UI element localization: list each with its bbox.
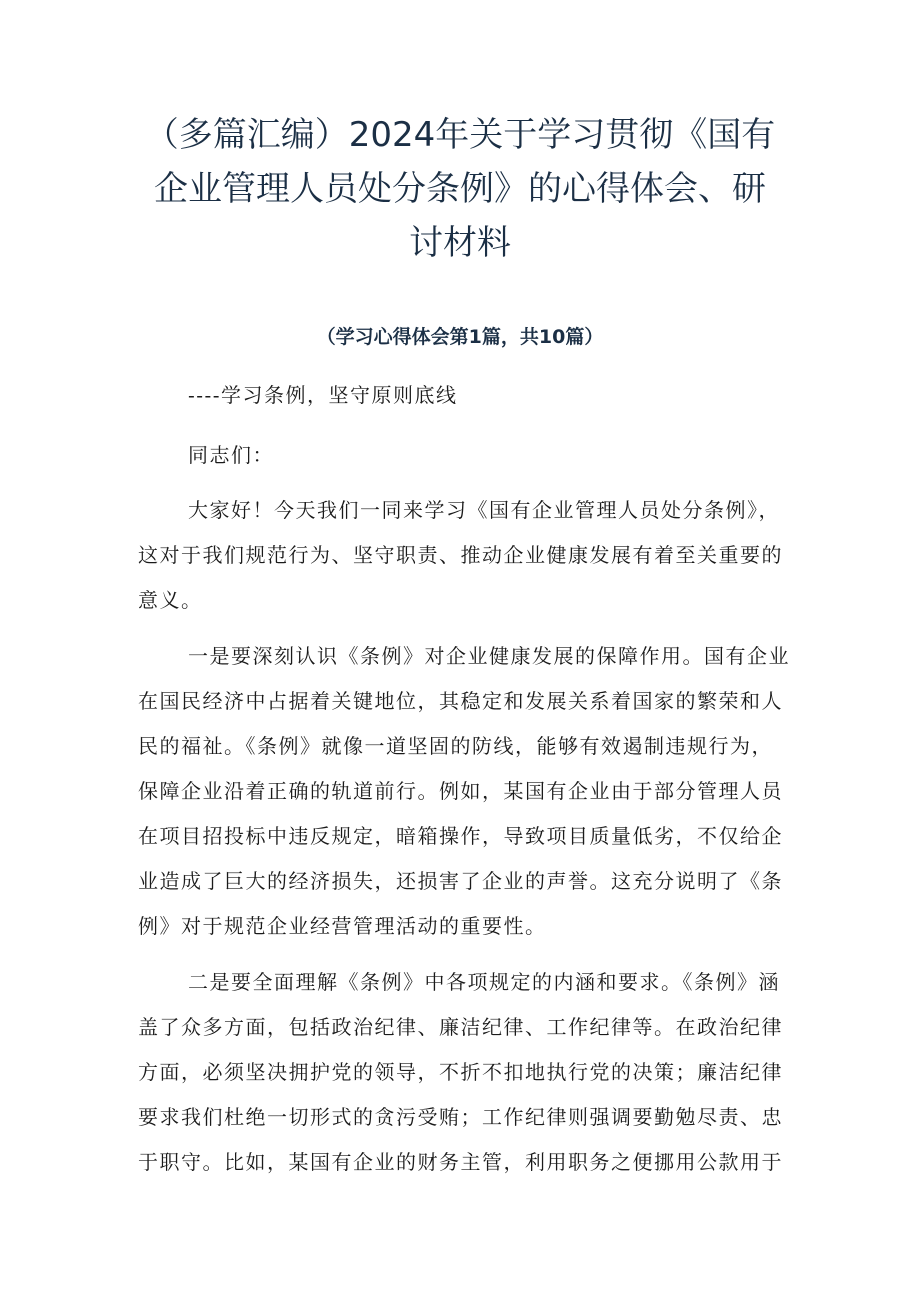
title-line: 企业管理人员处分条例》的心得体会、研 (154, 169, 766, 209)
document-title (120, 108, 800, 270)
paragraph-line: 方面，必须坚决拥护党的领导，不折不扣地执行党的决策；廉洁纪律 (138, 1060, 783, 1084)
paragraph-line: 于职守。比如，某国有企业的财务主管，利用职务之便挪用公款用于 (138, 1150, 783, 1174)
paragraph-2 (138, 634, 798, 949)
paragraph-line: 一是要深刻认识《条例》对企业健康发展的保障作用。国有企业 (188, 644, 790, 668)
paragraph-3 (138, 960, 798, 1185)
paragraph-line: 业造成了巨大的经济损失，还损害了企业的声誉。这充分说明了《条 (138, 869, 783, 893)
paragraph-line: 在项目招投标中违反规定，暗箱操作，导致项目质量低劣，不仅给企 (138, 824, 783, 848)
paragraph-line: 二是要全面理解《条例》中各项规定的内涵和要求。《条例》涵 (188, 970, 780, 994)
paragraph-line: 保障企业沿着正确的轨道前行。例如，某国有企业由于部分管理人员 (138, 779, 783, 803)
paragraph-line: 要求我们杜绝一切形式的贪污受贿；工作纪律则强调要勤勉尽责、忠 (138, 1105, 783, 1129)
paragraph-1 (138, 488, 798, 623)
paragraph-line: 这对于我们规范行为、坚守职责、推动企业健康发展有着至关重要的 (138, 543, 783, 567)
paragraph-line: 民的福祉。《条例》就像一道坚固的防线，能够有效遏制违规行为， (138, 734, 773, 758)
salutation: 同志们： (188, 443, 274, 467)
document-subtitle: （学习心得体会第1篇，共10篇） (316, 326, 604, 348)
paragraph-line: 意义。 (138, 588, 203, 612)
paragraph-line: 大家好！今天我们一同来学习《国有企业管理人员处分条例》， (188, 498, 780, 522)
title-line: （多篇汇编）2024年关于学习贯彻《国有 (144, 115, 776, 155)
paragraph-line: 在国民经济中占据着关键地位，其稳定和发展关系着国家的繁荣和人 (138, 689, 783, 713)
paragraph-line: 盖了众多方面，包括政治纪律、廉洁纪律、工作纪律等。在政治纪律 (138, 1015, 783, 1039)
theme-line: ----学习条例，坚守原则底线 (188, 383, 458, 407)
paragraph-line: 例》对于规范企业经营管理活动的重要性。 (138, 914, 547, 938)
title-line: 讨材料 (409, 223, 511, 263)
